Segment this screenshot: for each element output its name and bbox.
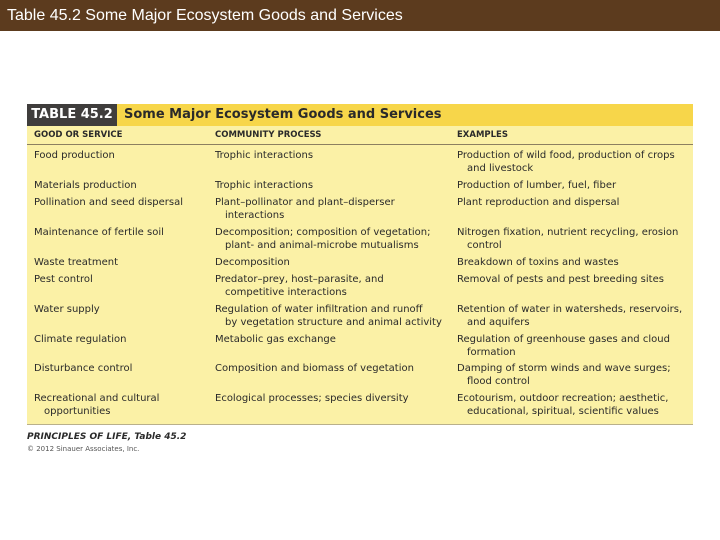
cell-text: Production of lumber, fuel, fiber [457, 180, 617, 191]
cell-examples [457, 303, 682, 329]
cell-text-continued: flood control [467, 376, 530, 387]
slide-title: Table 45.2 Some Major Ecosystem Goods and Services [0, 0, 720, 31]
cell-good-or-service [34, 273, 93, 286]
cell-text: Plant–pollinator and plant–disperser [215, 197, 395, 208]
cell-community-process [215, 303, 442, 329]
cell-good-or-service [34, 362, 132, 375]
cell-examples [457, 256, 619, 269]
cell-text: Predator–prey, host–parasite, and [215, 274, 384, 285]
table-title: Some Major Ecosystem Goods and Services [124, 107, 442, 122]
cell-text-continued: control [467, 240, 502, 251]
cell-text: Removal of pests and pest breeding sites [457, 274, 664, 285]
cell-good-or-service [34, 333, 126, 346]
cell-text: Disturbance control [34, 363, 133, 374]
cell-examples [457, 226, 678, 252]
cell-text: Ecotourism, outdoor recreation; aesthetic, [457, 393, 669, 404]
cell-good-or-service [34, 179, 137, 192]
cell-examples [457, 392, 668, 418]
cell-text: Waste treatment [34, 257, 119, 268]
cell-text: Climate regulation [34, 334, 127, 345]
cell-examples [457, 362, 671, 388]
cell-text: Production of wild food, production of crops [457, 150, 675, 161]
cell-text: Regulation of greenhouse gases and cloud [457, 334, 670, 345]
cell-text: Pollination and seed dispersal [34, 197, 184, 208]
ecosystem-services-table [27, 104, 693, 425]
column-header-examples: EXAMPLES [457, 130, 508, 140]
cell-text-continued: by vegetation structure and animal activity [225, 317, 442, 328]
cell-community-process [215, 273, 384, 299]
cell-text: Recreational and cultural [34, 393, 160, 404]
cell-text-continued: and livestock [467, 163, 534, 174]
cell-community-process [215, 149, 313, 162]
cell-text: Trophic interactions [215, 150, 314, 161]
cell-community-process [215, 179, 313, 192]
cell-text: Trophic interactions [215, 180, 314, 191]
cell-text: Plant reproduction and dispersal [457, 197, 620, 208]
cell-examples [457, 149, 675, 175]
table-title-band [27, 104, 693, 126]
cell-good-or-service [34, 303, 100, 316]
column-header-community-process: COMMUNITY PROCESS [215, 130, 322, 140]
cell-community-process [215, 256, 290, 269]
cell-text: Breakdown of toxins and wastes [457, 257, 619, 268]
cell-examples [457, 196, 619, 209]
cell-text: Materials production [34, 180, 137, 191]
cell-text-continued: and aquifers [467, 317, 530, 328]
cell-examples [457, 273, 664, 286]
cell-text: Regulation of water infiltration and runoff [215, 304, 423, 315]
cell-good-or-service [34, 149, 115, 162]
cell-text-continued: interactions [225, 210, 285, 221]
cell-text: Water supply [34, 304, 100, 315]
column-header-good-or-service: GOOD OR SERVICE [34, 130, 123, 140]
cell-text: Decomposition [215, 257, 290, 268]
cell-good-or-service [34, 196, 183, 209]
cell-examples [457, 179, 616, 192]
header-divider [27, 144, 693, 145]
cell-community-process [215, 196, 395, 222]
cell-examples [457, 333, 670, 359]
cell-text: Damping of storm winds and wave surges; [457, 363, 671, 374]
cell-text: Ecological processes; species diversity [215, 393, 409, 404]
cell-community-process [215, 333, 336, 346]
cell-text: Pest control [34, 274, 93, 285]
table-label: TABLE 45.2 [27, 104, 117, 126]
cell-good-or-service [34, 226, 164, 239]
copyright-notice: © 2012 Sinauer Associates, Inc. [27, 445, 140, 453]
cell-text: Nitrogen fixation, nutrient recycling, erosion [457, 227, 679, 238]
cell-text-continued: opportunities [44, 406, 111, 417]
cell-good-or-service [34, 256, 118, 269]
cell-text: Composition and biomass of vegetation [215, 363, 414, 374]
cell-text-continued: formation [467, 347, 516, 358]
cell-text-continued: educational, spiritual, scientific values [467, 406, 659, 417]
cell-community-process [215, 362, 414, 375]
cell-community-process [215, 226, 430, 252]
cell-good-or-service [34, 392, 159, 418]
cell-community-process [215, 392, 409, 405]
cell-text: Decomposition; composition of vegetation; [215, 227, 431, 238]
source-credit: PRINCIPLES OF LIFE, Table 45.2 [27, 432, 187, 442]
cell-text: Maintenance of fertile soil [34, 227, 164, 238]
cell-text: Metabolic gas exchange [215, 334, 336, 345]
cell-text-continued: competitive interactions [225, 287, 347, 298]
cell-text: Retention of water in watersheds, reservoirs, [457, 304, 683, 315]
cell-text-continued: plant- and animal-microbe mutualisms [225, 240, 419, 251]
cell-text: Food production [34, 150, 115, 161]
